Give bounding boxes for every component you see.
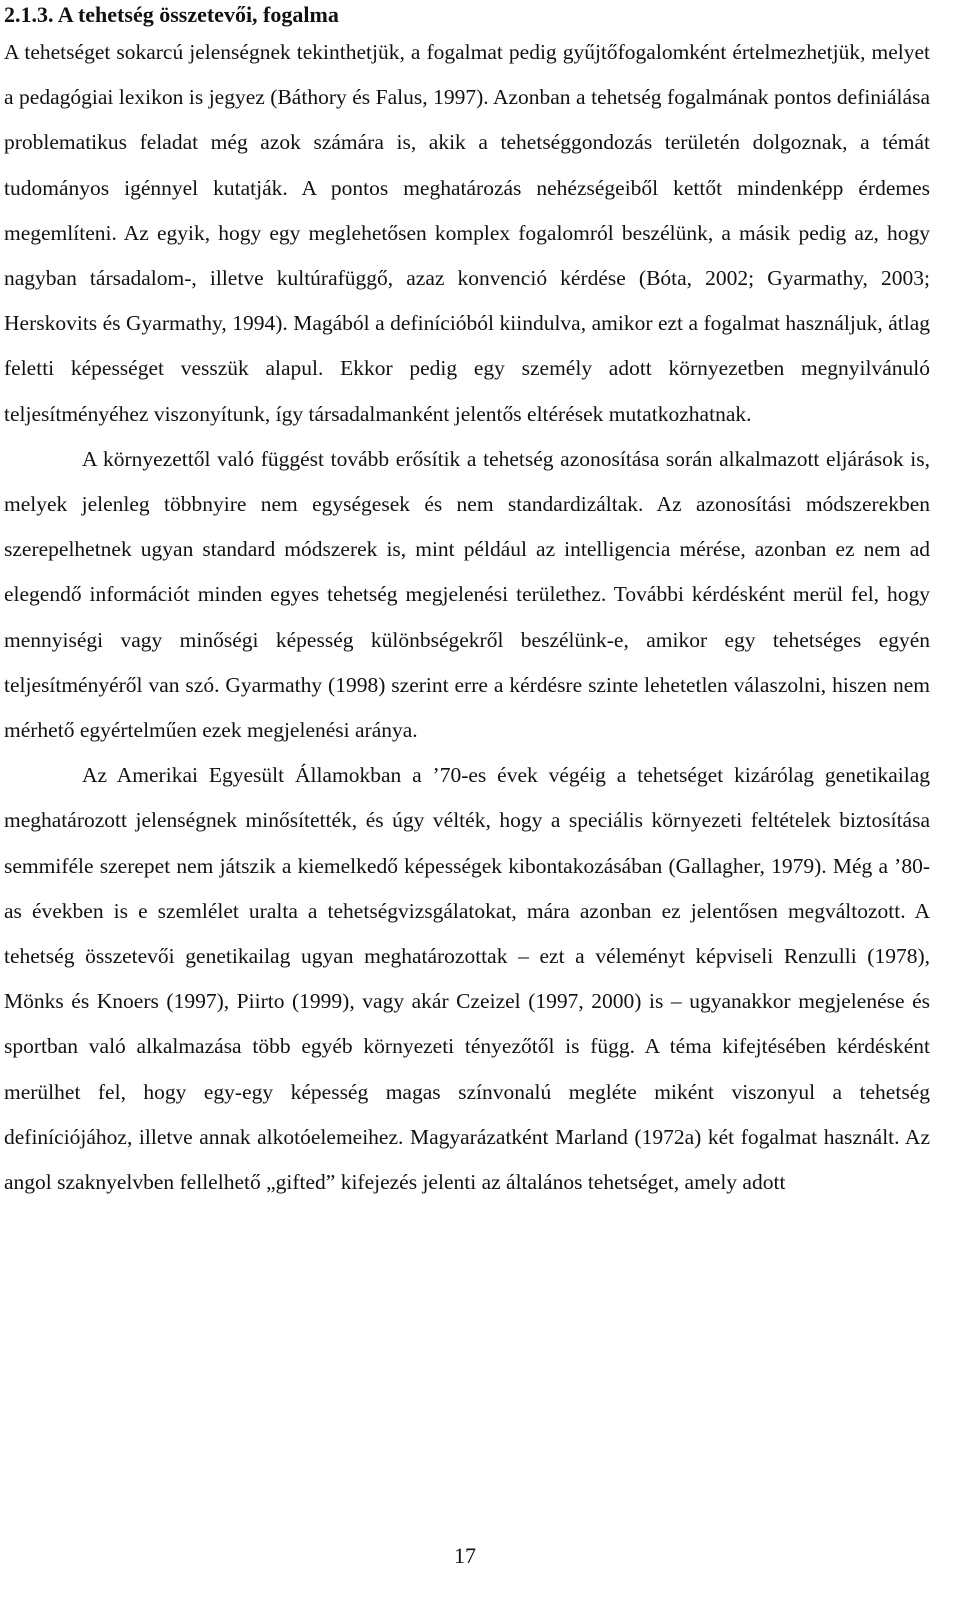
document-page bbox=[4, 0, 930, 1205]
paragraph-2: A környezettől való függést tovább erősítik a tehetség azonosítása során alkalmazott eljárások is, melyek jelenleg többnyire nem egységesek és nem standardizáltak. Az azonosítási módszerekben szerepelhetnek ugyan standard módszerek is, mint például az intelligencia mérése, azonban ez nem ad elegendő információt minden egyes tehetség megjelenési területhez. További kérdésként merül fel, hogy mennyiségi vagy minőségi képesség különbségekről beszélünk-e, amikor egy tehetséges egyén teljesítményéről van szó. Gyarmathy (1998) szerint erre a kérdésre szinte lehetetlen válaszolni, hiszen nem mérhető egyértelműen ezek megjelenési aránya. bbox=[4, 446, 930, 743]
paragraph-1: A tehetséget sokarcú jelenségnek tekinthetjük, a fogalmat pedig gyűjtőfogalomként értelmezhetjük, melyet a pedagógiai lexikon is jegyez (Báthory és Falus, 1997). Azonban a tehetség fogalmának pontos definiálása problematikus feladat még azok számára is, akik a tehetséggondozás területén dolgoznak, a témát tudományos igénnyel kutatják. A pontos meghatározás nehézségeiből kettőt mindenképp érdemes megemlíteni. Az egyik, hogy egy meglehetősen komplex fogalomról beszélünk, a másik pedig az, hogy nagyban társadalom-, illetve kultúrafüggő, azaz konvenció kérdése (Bóta, 2002; Gyarmathy, 2003; Herskovits és Gyarmathy, 1994). Magából a definícióból kiindulva, amikor ezt a fogalmat használjuk, átlag feletti képességet vesszük alapul. Ekkor pedig egy személy adott környezetben megnyilvánuló teljesítményéhez viszonyítunk, így társadalmanként jelentős eltérések mutatkozhatnak. bbox=[4, 40, 930, 426]
section-heading: 2.1.3. A tehetség összetevői, fogalma bbox=[4, 2, 339, 27]
page-number: 17 bbox=[454, 1543, 476, 1568]
paragraph-3: Az Amerikai Egyesült Államokban a ’70-es évek végéig a tehetséget kizárólag genetikailag meghatározott jelenségnek minősítették, és úgy vélték, hogy a speciális környezeti feltételek biztosítása semmiféle szerepet nem játszik a kiemelkedő képességek kibontakozásában (Gallagher, 1979). Még a ’80-as években is e szemlélet uralta a tehetségvizsgálatokat, mára azonban ez jelentősen megváltozott. A tehetség összetevői genetikailag ugyan meghatározottak – ezt a véleményt képviseli Renzulli (1978), Mönks és Knoers (1997), Piirto (1999), vagy akár Czeizel (1997, 2000) is – ugyanakkor megjelenése és sportban való alkalmazása több egyéb környezeti tényezőtől is függ. A téma kifejtésében kérdésként merülhet fel, hogy egy-egy képesség magas színvonalú megléte miként viszonyul a tehetség definíciójához, illetve annak alkotóelemeihez. Magyarázatként Marland (1972a) két fogalmat használt. Az angol szaknyelvben fellelhető „gifted” kifejezés jelenti az általános tehetséget, amely adott bbox=[4, 763, 930, 1195]
